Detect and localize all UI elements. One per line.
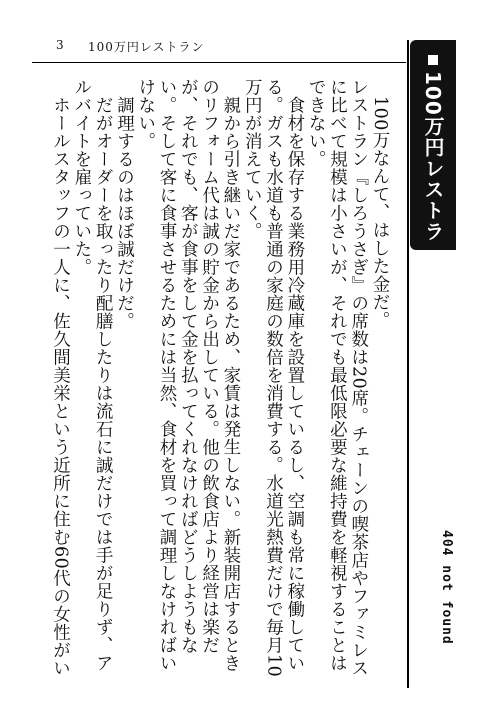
body-text: 100万なんて、はした金だ。 レストラン『しろうさぎ』の席数は20席。チェーンの喫茶店やファミレスに比べて規模は小さいが、それでも最低限必要な維持費を軽視することはできない。 食材を保存する業務用冷蔵庫を設置しているし、空調も常に稼働している。ガスも水道も普通の家庭の数倍を消費する。水道光熱費だけで毎月10万円が消えていく。 親から引き継いだ家であるため、家賃は発生しない。新装開店するときのリフォーム代は誠の貯金から出している。他の飲食店より経営は楽だが、それでも、客が食事をして金を払ってくれなければどうしようもない。そして客に食事させるためには当然、食材を買って調理しなければいけない。 調理するのはほぼ誠だけだ。 だがオーダーを取ったり配膳したりは流石に誠だけでは手が足りず、アルバイトを雇っていた。 ホールスタッフの一人に、佐久間美栄という近所に住む60代の女性がい bbox=[50, 78, 390, 678]
chapter-tab bbox=[410, 40, 456, 250]
square-bullet-icon bbox=[428, 55, 438, 65]
chapter-tab-label bbox=[410, 48, 456, 248]
chapter-tab-text: 100万円レストラ bbox=[421, 70, 445, 242]
series-title: 404 not found bbox=[439, 530, 454, 645]
side-divider bbox=[407, 40, 409, 688]
running-header-title: 100万円レストラン bbox=[88, 40, 205, 54]
header-divider bbox=[32, 62, 406, 63]
page-number: 3 bbox=[56, 38, 65, 52]
